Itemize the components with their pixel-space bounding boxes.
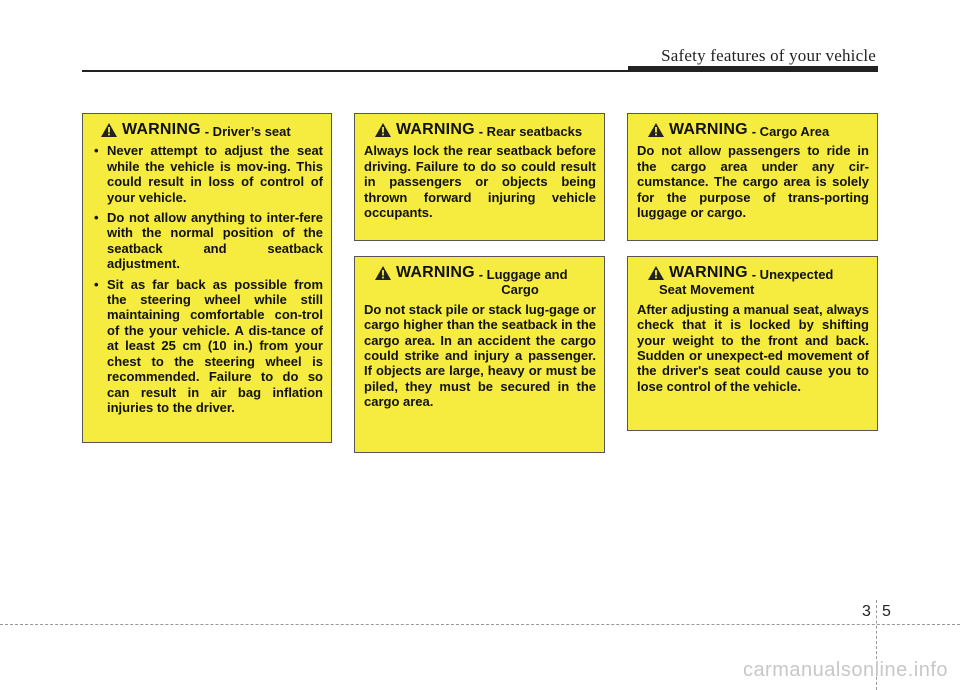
header-rule-accent — [628, 66, 878, 72]
warning-seat-movement — [627, 256, 878, 431]
page-header-title: Safety features of your vehicle — [661, 46, 876, 65]
warning-word: WARNING — [396, 121, 475, 138]
warning-topic: - Cargo Area — [751, 124, 830, 139]
warning-body: Do not allow passengers to ride in the cargo area under any cir-cumstance. The cargo area is solely for the purpose of trans-porting luggage or cargo. — [637, 143, 869, 221]
footer-rule — [0, 624, 960, 625]
warning-list — [92, 143, 323, 415]
warning-word: WARNING — [396, 264, 475, 281]
warning-body: Do not stack pile or stack lug-gage or cargo higher than the seatback in the cargo area. In an accident the cargo could strike and injury a passenger. If objects are large, heavy or must be piled, they must be secured in the cargo area. — [364, 301, 596, 410]
warning-topic-line2: Seat Movement — [659, 282, 755, 298]
warning-triangle-icon — [374, 122, 392, 138]
warning-triangle-icon — [374, 265, 392, 281]
warning-word: WARNING — [669, 121, 748, 138]
warning-luggage-cargo — [354, 256, 605, 453]
warning-body: After adjusting a manual seat, always check that it is locked by shifting your weight to the front and back. Sudden or unexpect-ed movement of the driver's seat could cause you to lose control of the vehicle. — [637, 301, 869, 394]
warning-topic: - Driver’s seat — [204, 124, 291, 139]
list-item: • Do not allow anything to inter-fere with the normal position of the seatback and seatback adjustment. — [92, 210, 323, 272]
warning-topic-line2: Cargo — [501, 282, 539, 298]
warning-word: WARNING — [122, 121, 201, 138]
warning-triangle-icon — [647, 122, 665, 138]
warning-topic: - Luggage and — [478, 267, 568, 282]
warning-word: WARNING — [669, 264, 748, 281]
list-item: • Never attempt to adjust the seat while the vehicle is mov-ing. This could result in loss of control of your vehicle. — [92, 143, 323, 205]
warning-triangle-icon — [647, 265, 665, 281]
warning-topic: - Unexpected — [751, 267, 834, 282]
warning-triangle-icon — [100, 122, 118, 138]
warning-body: Always lock the rear seatback before driving. Failure to do so could result in passengers or objects being thrown forward injuring vehicle occupants. — [364, 143, 596, 221]
list-item: • Sit as far back as possible from the steering wheel while still maintaining comfortable con-trol of the your vehicle. A dis-tance of at least 25 cm (10 in.) from your chest to the steering wheel is recommended. Failure to do so can result in air bag inflation injuries to the driver. — [92, 277, 323, 416]
warning-rear-seatbacks — [354, 113, 605, 241]
watermark: carmanualsonline.info — [742, 659, 948, 681]
warning-topic: - Rear seatbacks — [478, 124, 583, 139]
page-number: 5 — [882, 603, 891, 620]
chapter-number: 3 — [862, 603, 871, 620]
warning-drivers-seat — [82, 113, 332, 443]
warning-cargo-area — [627, 113, 878, 241]
